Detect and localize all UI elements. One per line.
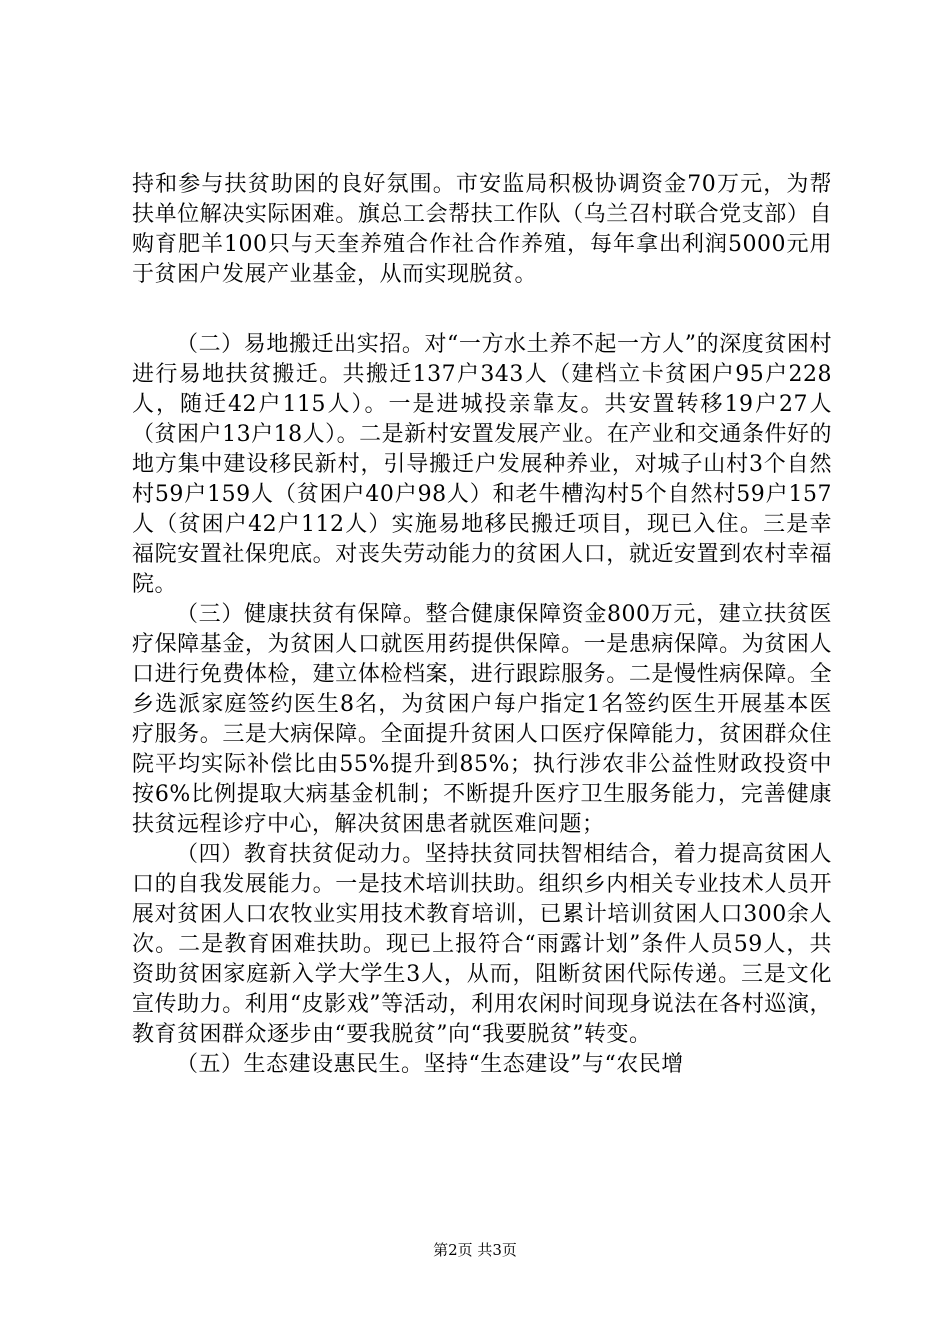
paragraph-relocation: （二）易地搬迁出实招。对“一方水土养不起一方人”的深度贫困村进行易地扶贫搬迁。共搬迁137户343人（建档立卡贫困户95户228人，随迁42户115人）。一是进城投亲靠友。共安置转移19户27人（贫困户13户18人）。二是新村安置发展产业。在产业和交通条件好的地方集中建设移民新村，引导搬迁户发展种养业，对城子山村3个自然村59户159人（贫困户40户98人）和老牛槽沟村5个自然村59户157人（贫困户42户112人）实施易地移民搬迁项目，现已入住。三是幸福院安置社保兜底。对丧失劳动能力的贫困人口，就近安置到农村幸福院。 [132, 332, 832, 597]
document-body [132, 170, 832, 1080]
paragraph-ecology: （五）生态建设惠民生。坚持“生态建设”与“农民增 [176, 1052, 684, 1077]
page-footer: 第2页 共3页 [433, 1241, 517, 1259]
paragraph-education: （四）教育扶贫促动力。坚持扶贫同扶智相结合，着力提高贫困人口的自我发展能力。一是技术培训扶助。组织乡内相关专业技术人员开展对贫困人口农牧业实用技术教育培训，已累计培训贫困人口300余人次。二是教育困难扶助。现已上报符合“雨露计划”条件人员59人，共资助贫困家庭新入学大学生3人，从而，阻断贫困代际传递。三是文化宣传助力。利用“皮影戏”等活动，利用农闲时间现身说法在各村巡演，教育贫困群众逐步由“要我脱贫”向“我要脱贫”转变。 [132, 842, 832, 1047]
paragraph-intro-continuation: 持和参与扶贫助困的良好氛围。市安监局积极协调资金70万元，为帮扶单位解决实际困难。旗总工会帮扶工作队（乌兰召村联合党支部）自购育肥羊100只与天奎养殖合作社合作养殖，每年拿出利润5000元用于贫困户发展产业基金，从而实现脱贫。 [132, 172, 832, 287]
paragraph-health: （三）健康扶贫有保障。整合健康保障资金800万元，建立扶贫医疗保障基金，为贫困人口就医用药提供保障。一是患病保障。为贫困人口进行免费体检，建立体检档案，进行跟踪服务。二是慢性病保障。全乡选派家庭签约医生8名，为贫困户每户指定1名签约医生开展基本医疗服务。三是大病保障。全面提升贫困人口医疗保障能力，贫困群众住院平均实际补偿比由55%提升到85%；执行涉农非公益性财政投资中按6%比例提取大病基金机制；不断提升医疗卫生服务能力，完善健康扶贫远程诊疗中心，解决贫困患者就医难问题； [132, 602, 832, 837]
